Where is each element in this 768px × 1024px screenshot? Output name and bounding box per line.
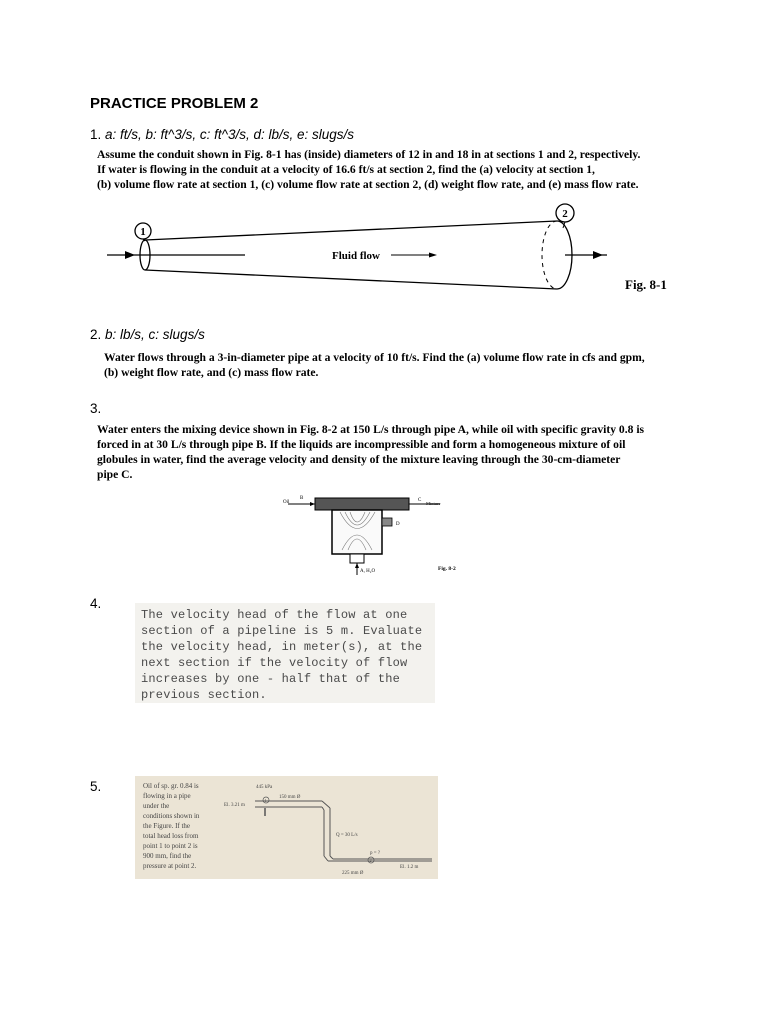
problem-4-line: previous section.	[141, 688, 267, 702]
diameter-1-label: 150 mm Ø	[279, 795, 301, 800]
elevation-2-label: El. 1.2 m	[400, 865, 419, 870]
problem-5-line: Oil of sp. gr. 0.84 is	[143, 782, 199, 790]
problem-4-line: increases by one - half that of the	[141, 672, 401, 686]
top-duct	[315, 498, 409, 510]
point-2-label: 2	[369, 858, 372, 863]
problem-2-line: Water flows through a 3-in-diameter pipe at a velocity of 10 ft/s. Find the (a) volume flow rate in cfs and gpm,	[104, 351, 645, 364]
section-2-hidden-edge	[542, 221, 557, 289]
problem-2-number: 2.	[90, 327, 102, 342]
figure-8-1-label: Fig. 8-1	[625, 277, 667, 292]
problem-1-units: a: ft/s, b: ft^3/s, c: ft^3/s, d: lb/s, e: slugs/s	[105, 127, 355, 142]
elbow-1-outer	[322, 801, 330, 808]
fluid-flow-label: Fluid flow	[332, 250, 380, 262]
problem-5-number: 5.	[90, 779, 102, 794]
problem-5-line: under the	[143, 802, 170, 810]
problem-1-text	[97, 147, 697, 192]
problem-4-line: the velocity head, in meter(s), at the	[141, 640, 423, 654]
problem-2-line: (b) weight flow rate, and (c) mass flow rate.	[104, 366, 319, 379]
figure-8-1	[95, 198, 685, 298]
point-1-label: 1	[264, 798, 267, 803]
problem-3-line: Water enters the mixing device shown in Fig. 8-2 at 150 L/s through pipe A, while oil with specific gravity 0.8 is	[97, 423, 645, 436]
water-arrow	[355, 563, 359, 568]
problem-5-line: total head loss from	[143, 832, 199, 840]
conduit-top	[145, 221, 557, 240]
pipe-c-label: C	[418, 498, 422, 503]
pressure-2-label: p = ?	[370, 851, 381, 856]
problem-5-line: 900 mm, find the	[143, 852, 192, 860]
section-2-label: 2	[562, 208, 568, 220]
problem-3-line: pipe C.	[97, 468, 133, 481]
pressure-1-label: 445 kPa	[256, 785, 273, 790]
problem-3-line: forced in at 30 L/s through pipe B. If the liquids are incompressible and form a homogeneous mixture of oil	[97, 438, 626, 451]
outlet-arrow	[593, 251, 603, 259]
inlet-arrow	[125, 251, 135, 259]
problem-4-scan	[135, 603, 435, 703]
flow-rate-label: Q = 30 L/s	[336, 833, 358, 838]
mixture-label: Mixture	[426, 501, 441, 506]
problem-5-text	[143, 781, 223, 871]
problem-5-line: pressure at point 2.	[143, 862, 197, 870]
problem-5-figure	[220, 776, 435, 879]
problem-4-line: The velocity head of the flow at one	[141, 608, 408, 622]
pipe-d-label: D	[396, 522, 400, 527]
problem-3-number: 3.	[90, 401, 102, 416]
problem-5-line: point 1 to point 2 is	[143, 842, 198, 850]
figure-8-2	[280, 490, 480, 580]
problem-3-line: globules in water, find the average velocity and density of the mixture leaving through the 30-cm-diameter	[97, 453, 621, 466]
page-title: PRACTICE PROBLEM 2	[90, 95, 259, 112]
elbow-2-outer	[330, 856, 333, 859]
oil-arrow	[310, 502, 315, 506]
problem-2-units: b: lb/s, c: slugs/s	[105, 327, 205, 342]
problem-5-line: the Figure. If the	[143, 822, 191, 830]
section-1-label: 1	[140, 226, 146, 238]
problem-1-line: If water is flowing in the conduit at a velocity of 16.6 ft/s at section 2, find the (a) velocity at section 1,	[97, 163, 595, 176]
problem-5-line: conditions shown in	[143, 812, 200, 820]
diameter-2-label: 225 mm Ø	[342, 871, 364, 876]
elbow-1-inner	[322, 807, 324, 810]
problem-5-scan	[135, 776, 438, 879]
problem-1-line: Assume the conduit shown in Fig. 8-1 has (inside) diameters of 12 in and 18 in at sections 1 and 2, respectively.	[97, 148, 641, 161]
problem-2-text	[104, 350, 684, 380]
problem-2-header	[90, 327, 205, 342]
pipe-a	[350, 554, 364, 563]
elevation-1-label: El. 3.21 m	[224, 803, 245, 808]
problem-1-number: 1.	[90, 127, 102, 142]
pipe-d	[382, 518, 392, 526]
pipe-b-label: B	[300, 496, 304, 501]
pipe-a-label: A, H₂O	[360, 569, 376, 574]
elbow-2-inner	[324, 856, 328, 861]
flow-arrow-head	[429, 253, 437, 258]
problem-1-line: (b) volume flow rate at section 1, (c) volume flow rate at section 2, (d) weight flow rate, and (e) mass flow rate.	[97, 178, 639, 191]
problem-1-header	[90, 127, 354, 142]
problem-4-number: 4.	[90, 596, 102, 611]
problem-4-line: next section if the velocity of flow	[141, 656, 408, 670]
figure-8-2-label: Fig. 8-2	[438, 566, 456, 572]
oil-label: Oil	[283, 500, 290, 505]
mixing-chamber	[332, 510, 382, 554]
problem-3-text	[97, 422, 687, 482]
conduit-bottom	[145, 270, 557, 289]
problem-5-line: flowing in a pipe	[143, 792, 191, 800]
problem-4-line: section of a pipeline is 5 m. Evaluate	[141, 624, 423, 638]
